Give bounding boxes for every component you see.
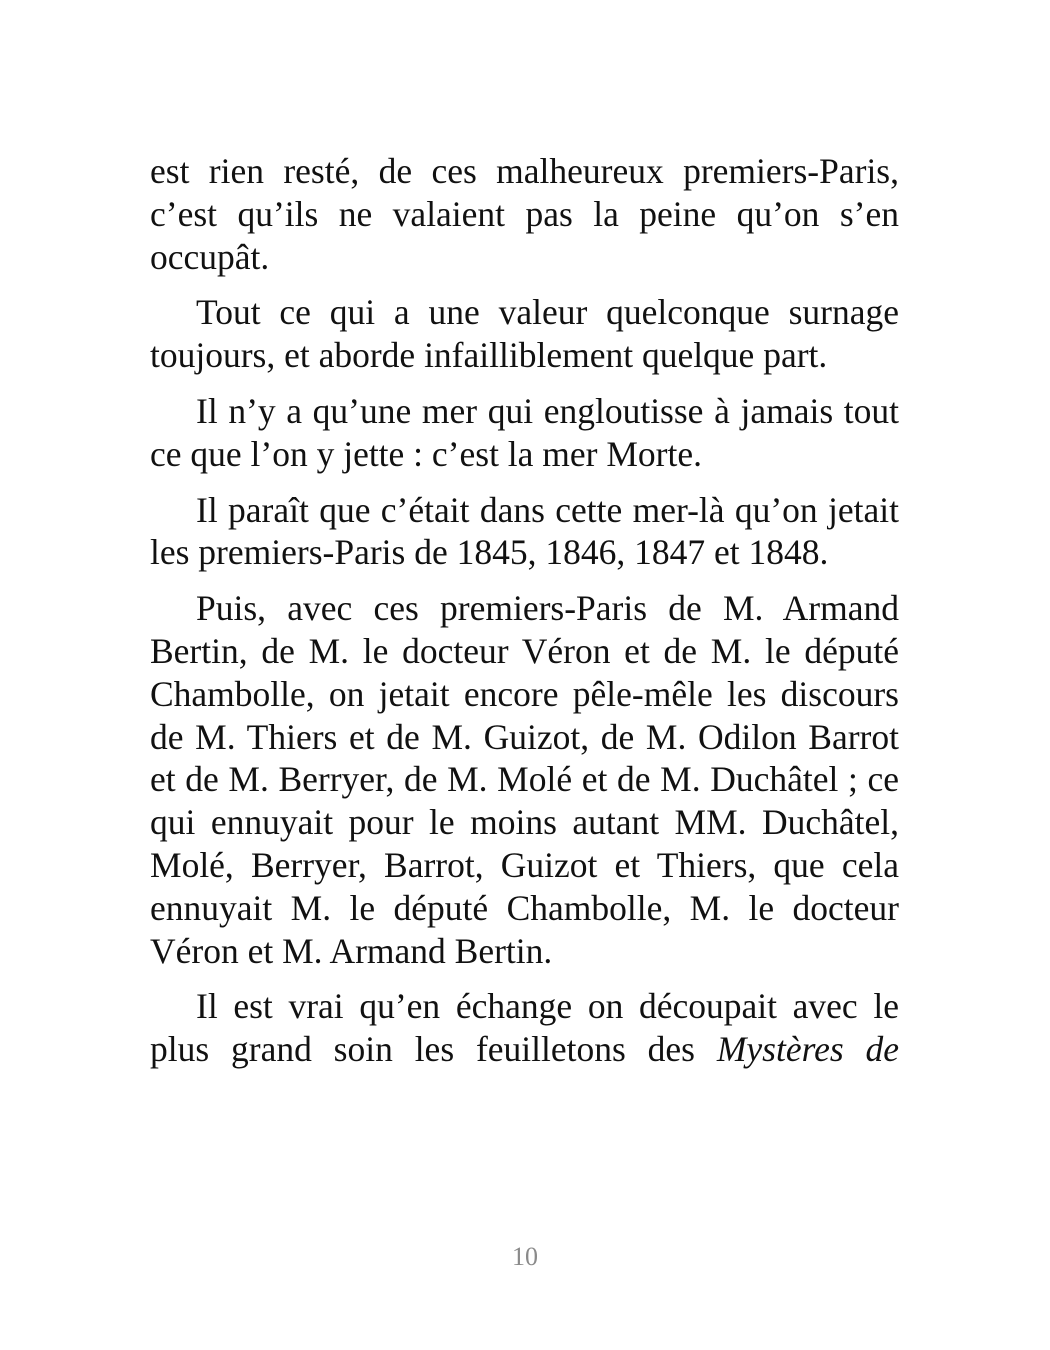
page-number: 10 [512, 1242, 538, 1271]
paragraph-last-text: Il est vrai qu’en échange on découpait avec le plus grand soin les feuilletons des [150, 986, 899, 1070]
paragraph: Il n’y a qu’une mer qui engloutisse à jamais tout ce que l’on y jette : c’est la mer Morte. [150, 390, 899, 474]
paragraph-last [150, 985, 899, 1071]
book-title-italic: Mystères de [716, 1029, 900, 1070]
paragraph: Il paraît que c’était dans cette mer-là qu’on jetait les premiers-Paris de 1845, 1846, 1847 et 1848. [150, 489, 899, 573]
paragraph: Tout ce qui a une valeur quelconque surnage toujours, et aborde infailliblement quelque part. [150, 292, 899, 376]
paragraph: est rien resté, de ces malheureux premiers-Paris, c’est qu’ils ne valaient pas la peine qu’on s’en occupât. [150, 151, 899, 277]
page-body [150, 150, 899, 1071]
paragraph: Puis, avec ces premiers-Paris de M. Armand Bertin, de M. le docteur Véron et de M. le député Chambolle, on jetait encore pêle-mêle les discours de M. Thiers et de M. Guizot, de M. Odilon Barrot et de M. Berryer, de M. Molé et de M. Duchâtel ; ce qui ennuyait pour le moins autant MM. Duchâtel, Molé, Berryer, Barrot, Guizot et Thiers, que cela ennuyait M. le député Chambolle, M. le docteur Véron et M. Armand Bertin. [150, 588, 899, 971]
